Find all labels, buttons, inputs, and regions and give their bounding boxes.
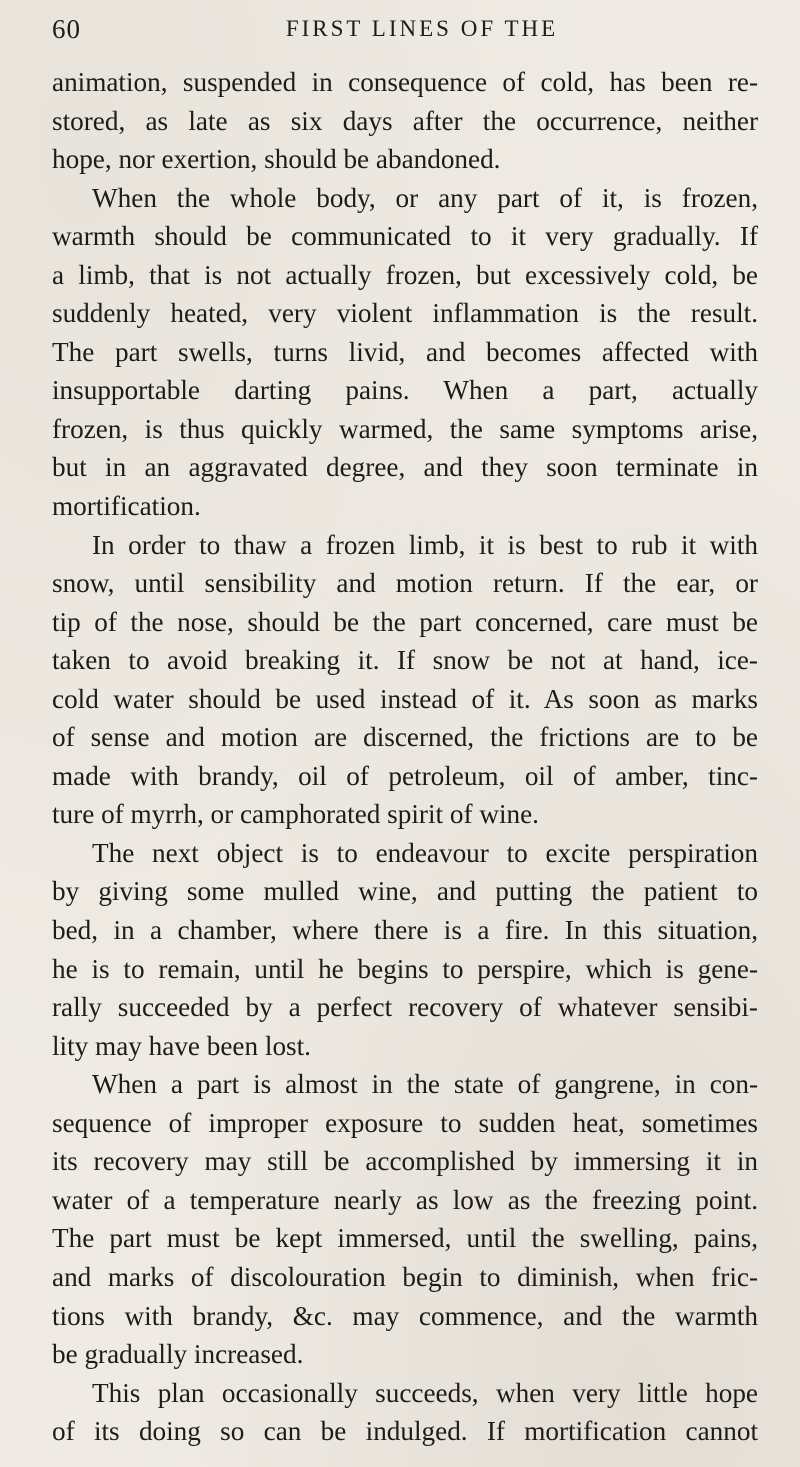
text-line: water of a temperature nearly as low as the freezing point. [52,1184,758,1215]
text-line: insupportable darting pains. When a part, actually [52,375,758,406]
text-line: lity may have been lost. [52,1030,311,1061]
text-line: made with brandy, oil of petroleum, oil of amber, tinc- [52,760,758,791]
page-number: 60 [52,14,81,44]
text-line: The next object is to endeavour to excite perspiration [92,837,758,868]
text-line: snow, until sensibility and motion return. If the ear, or [52,568,758,599]
running-head [52,8,752,52]
text-line: ture of myrrh, or camphorated spirit of wine. [52,799,539,830]
text-line: This plan occasionally succeeds, when very little hope [92,1377,758,1408]
text-line: cold water should be used instead of it. As soon as marks [52,683,758,714]
text-line: tions with brandy, &c. may commence, and the warmth [52,1300,758,1331]
text-line: The part must be kept immersed, until the swelling, pains, [52,1223,758,1254]
text-line: When the whole body, or any part of it, is frozen, [92,182,758,213]
text-line: warmth should be communicated to it very gradually. If [52,221,758,252]
body-text [52,63,758,1451]
text-line: hope, nor exertion, should be abandoned. [52,144,501,175]
text-line: its recovery may still be accomplished by immersing it in [52,1146,758,1177]
text-line: stored, as late as six days after the occurrence, neither [52,105,758,136]
text-line: mortification. [52,491,201,522]
text-line: by giving some mulled wine, and putting the patient to [52,876,758,907]
text-line: In order to thaw a frozen limb, it is best to rub it with [92,529,758,560]
text-line: taken to avoid breaking it. If snow be not at hand, ice- [52,645,758,676]
text-line: of sense and motion are discerned, the frictions are to be [52,722,758,753]
text-line: of its doing so can be indulged. If mortification cannot [52,1416,758,1447]
text-line: a limb, that is not actually frozen, but excessively cold, be [52,259,758,290]
text-line: he is to remain, until he begins to perspire, which is gene- [52,953,758,984]
text-line: The part swells, turns livid, and becomes affected with [52,336,758,367]
text-line: bed, in a chamber, where there is a fire. In this situation, [52,915,758,946]
text-line: animation, suspended in consequence of cold, has been re- [52,67,758,97]
text-line: be gradually increased. [52,1339,304,1370]
text-line: suddenly heated, very violent inflammation is the result. [52,298,758,329]
text-line: rally succeeded by a perfect recovery of whatever sensibi- [52,992,758,1023]
text-line: tip of the nose, should be the part concerned, care must be [52,606,758,637]
text-line: When a part is almost in the state of gangrene, in con- [92,1069,758,1100]
text-line: and marks of discolouration begin to diminish, when fric- [52,1261,758,1292]
text-line: frozen, is thus quickly warmed, the same symptoms arise, [52,413,758,444]
text-line: sequence of improper exposure to sudden heat, sometimes [52,1107,758,1138]
text-line: but in an aggravated degree, and they soon terminate in [52,452,758,483]
running-title: FIRST LINES OF THE [285,16,559,41]
